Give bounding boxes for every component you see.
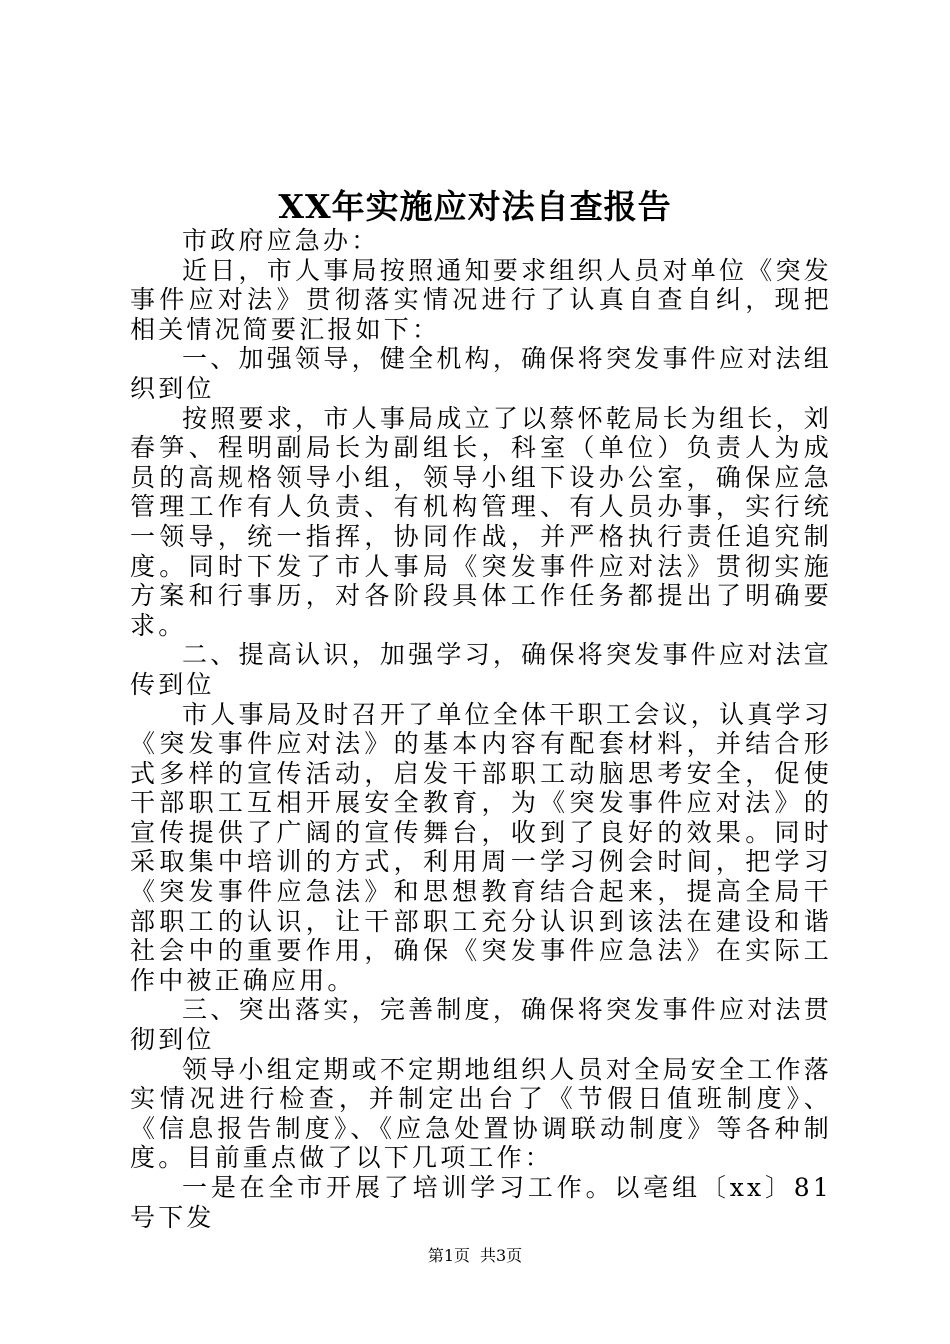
document-body	[130, 226, 832, 1232]
page-footer	[0, 1245, 950, 1267]
section-3-item-1: 一是在全市开展了培训学习工作。以亳组〔xx〕81号下发	[130, 1173, 832, 1232]
section-heading-1: 一、加强领导，健全机构，确保将突发事件应对法组织到位	[130, 344, 832, 403]
section-heading-3: 三、突出落实，完善制度，确保将突发事件应对法贯彻到位	[130, 995, 832, 1055]
section-3-paragraph: 领导小组定期或不定期地组织人员对全局安全工作落实情况进行检查，并制定出台了《节假日值班制度》、《信息报告制度》、《应急处置协调联动制度》等各种制度。目前重点做了以下几项工作：	[130, 1054, 832, 1173]
page-total: 共3页	[480, 1246, 523, 1265]
page-number: 第1页	[427, 1246, 470, 1265]
section-1-paragraph: 按照要求，市人事局成立了以蔡怀乾局长为组长，刘春笋、程明副局长为副组长，科室（单位）负责人为成员的高规格领导小组，领导小组下设办公室，确保应急管理工作有人负责、有机构管理、有人员办事，实行统一领导，统一指挥，协同作战，并严格执行责任追究制度。同时下发了市人事局《突发事件应对法》贯彻实施方案和行事历，对各阶段具体工作任务都提出了明确要求。	[130, 403, 832, 640]
document-title: XX年实施应对法自查报告	[278, 187, 672, 226]
section-2-paragraph: 市人事局及时召开了单位全体干职工会议，认真学习《突发事件应对法》的基本内容有配套材料，并结合形式多样的宣传活动，启发干部职工动脑思考安全，促使干部职工互相开展安全教育，为《突发事件应对法》的宣传提供了广阔的宣传舞台，收到了良好的效果。同时采取集中培训的方式，利用周一学习例会时间，把学习《突发事件应急法》和思想教育结合起来，提高全局干部职工的认识，让干部职工充分认识到该法在建设和谐社会中的重要作用，确保《突发事件应急法》在实际工作中被正确应用。	[130, 699, 832, 995]
section-heading-2: 二、提高认识，加强学习，确保将突发事件应对法宣传到位	[130, 640, 832, 699]
salutation: 市政府应急办：	[182, 226, 380, 255]
intro-paragraph: 近日，市人事局按照通知要求组织人员对单位《突发事件应对法》贯彻落实情况进行了认真自查自纠，现把相关情况简要汇报如下：	[130, 255, 832, 344]
